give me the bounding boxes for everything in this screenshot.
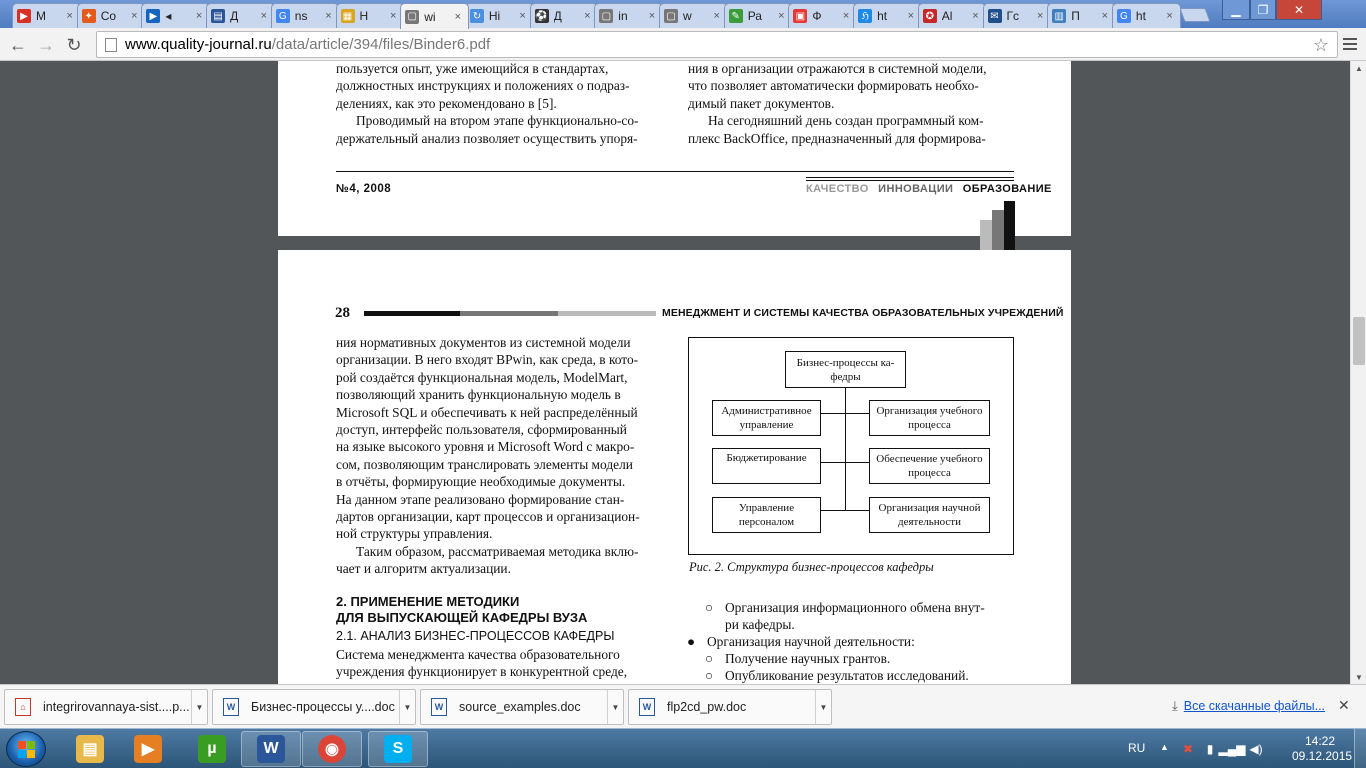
tab-close-icon[interactable]: × [1101,10,1109,22]
circle-bullet-icon: ○ [705,668,714,683]
signal-icon[interactable]: ▂▄▆ [1218,742,1246,756]
language-indicator[interactable]: RU [1128,741,1146,755]
text-line: что позволяет автоматически формировать необхо- [688,78,979,94]
tab-title: Д [230,9,239,23]
tab-title: Ф [812,9,822,23]
minimize-button[interactable]: ▁ [1222,0,1250,20]
tab-favicon-icon: G [276,9,290,23]
download-bar [0,684,1366,728]
text-line: должностных инструкциях и положениях о подраз- [336,78,630,94]
circle-bullet-icon: ○ [705,600,714,615]
circle-bullet-icon: ○ [705,651,714,666]
show-hidden-icons-icon[interactable]: ▲ [1160,742,1169,752]
header-bar-light [558,311,656,316]
text-line: Проводимый на втором этапе функционально-со- [356,113,639,129]
start-button[interactable] [6,731,46,767]
bullet-text: Опубликование результатов исследований. [725,668,969,683]
page-number: 28 [335,305,350,321]
word-file-icon: W [223,698,239,716]
page2-left-column-continued [336,646,661,681]
download-item[interactable] [628,689,832,725]
text-line: Таким образом, рассматриваемая методика вклю- [356,543,639,559]
bullet-text: ри кафедры. [725,617,795,632]
figure-connector [821,462,869,463]
tab-close-icon[interactable]: × [66,10,73,22]
download-filename: integrirovannaya-sist....p... [43,700,190,714]
figure-connector [821,510,869,511]
figure-trunk-line [845,388,846,511]
footer-rule [336,171,1014,172]
bullet-item [705,667,1015,684]
scroll-down-arrow-icon[interactable]: ▼ [1355,672,1363,682]
disc-bullet-icon: ● [687,634,696,649]
journal-keywords [806,183,1052,195]
scrollbar-thumb[interactable] [1353,317,1365,365]
tab-close-icon[interactable]: × [1036,10,1044,22]
footer-double-rule [806,177,1014,181]
tab-favicon-icon: ▦ [341,9,355,23]
header-bar-mid [460,311,558,316]
tab-favicon-icon: ▢ [664,9,678,23]
text-line: на языке высокого уровня и Microsoft Word с макро- [336,439,635,455]
tab-close-icon[interactable]: × [907,10,914,22]
network-error-icon[interactable]: ✖ [1182,742,1194,756]
all-downloads-link[interactable] [1172,698,1325,714]
pdf-page-2 [278,250,1071,684]
download-filename: source_examples.doc [459,700,581,714]
taskbar-app-media-player[interactable] [118,731,178,767]
pdf-page-1 [278,61,1071,236]
tab-close-icon[interactable]: × [972,10,979,22]
volume-icon[interactable]: ◀) [1249,742,1263,756]
tab-favicon-icon: ▶ [146,9,160,23]
browser-tab[interactable] [853,3,922,28]
text-line: ния в организации отражаются в системной модели, [688,61,987,76]
browser-tab[interactable] [141,3,210,28]
browser-tab[interactable] [659,3,728,28]
browser-tab[interactable] [530,3,599,28]
maximize-button[interactable]: ❐ [1250,0,1276,20]
taskbar-app-chrome[interactable] [302,731,362,767]
text-line: организации. В него входят BPwin, как среда, в кото- [336,352,639,368]
windows-taskbar [0,728,1366,768]
bullet-text: Организация информационного обмена внут- [725,600,985,615]
tab-favicon-icon: ✪ [923,9,937,23]
browser-tab[interactable] [12,3,81,28]
text-line: плекс BackOffice, предназначенный для формирова- [688,130,986,146]
all-downloads-label: Все скачанные файлы... [1183,699,1326,713]
chevron-down-icon[interactable]: ▼ [815,690,831,724]
subsection-heading: 2.1. АНАЛИЗ БИЗНЕС-ПРОЦЕССОВ КАФЕДРЫ [336,629,615,643]
page2-left-column [336,334,661,578]
tab-strip [0,0,1366,28]
browser-tab[interactable] [465,3,534,28]
download-item[interactable] [420,689,624,725]
figure-right-box: Организация научной деятельности [869,497,990,533]
figure-right-box: Обеспечение учебного процесса [869,448,990,484]
browser-tab[interactable] [271,3,340,28]
figure-left-box: Управление персоналом [712,497,821,533]
browser-toolbar [0,28,1366,61]
taskbar-app-utorrent[interactable] [182,731,242,767]
text-line: димый пакет документов. [688,95,835,111]
word-icon: W [257,735,285,763]
clock-date: 09.12.2015 [1292,749,1353,763]
pdf-viewer[interactable] [0,61,1350,684]
tab-title: Гс [1006,9,1019,23]
header-bar-dark [364,311,460,316]
chrome-icon: ◉ [318,735,346,763]
tab-close-icon[interactable]: × [260,10,267,22]
url-host: www.quality-journal.ru [125,36,272,53]
tab-close-icon[interactable]: × [454,10,462,23]
text-line: ной структуры управления. [336,526,493,542]
tab-close-icon[interactable]: × [842,10,850,22]
scroll-up-arrow-icon[interactable]: ▲ [1355,63,1363,73]
clock[interactable] [1292,734,1353,764]
browser-tab[interactable] [724,3,793,28]
text-line: На сегодняшний день создан программный ком- [708,113,984,129]
tab-close-icon[interactable]: × [389,10,397,22]
browser-tab[interactable] [1112,3,1181,28]
explorer-icon: ▤ [76,735,104,763]
figure-root-box: Бизнес-процессы ка- федры [785,351,906,388]
figure-right-box: Организация учебного процесса [869,400,990,436]
download-item[interactable] [212,689,416,725]
tab-favicon-icon: ▥ [1052,9,1066,23]
browser-tab[interactable] [918,3,987,28]
tab-close-icon[interactable]: × [131,10,138,22]
new-tab-button[interactable] [1179,8,1210,22]
text-line: держательный анализ позволяет осуществить упоря- [336,130,638,146]
text-line: в отчёты, формирующие необходимые документы. [336,474,626,490]
section-heading-line-2: ДЛЯ ВЫПУСКАЮЩЕЙ КАФЕДРЫ ВУЗА [336,610,588,625]
tab-close-icon[interactable]: × [325,10,332,22]
browser-tab[interactable] [788,3,857,28]
tab-favicon-icon: G [1117,9,1131,23]
tab-title: H [359,9,369,23]
figure-left-box: Бюджетирование [712,448,821,484]
windows-logo-icon [18,741,36,759]
figure-caption: Рис. 2. Структура бизнес-процессов кафедры [689,560,934,574]
tab-close-icon[interactable]: × [713,10,720,22]
taskbar-app-skype[interactable] [368,731,428,767]
tab-title: Hi [488,9,501,23]
tab-close-icon[interactable]: × [648,10,656,22]
tab-favicon-icon: ▤ [211,9,225,23]
tab-close-icon[interactable]: × [519,10,526,22]
show-desktop-button[interactable] [1354,729,1366,768]
page-icon [105,38,117,52]
page1-right-column [688,61,1013,147]
tab-favicon-icon: ↻ [470,9,484,23]
text-line: пользуется опыт, уже имеющийся в стандартах, [336,61,609,76]
figure-left-box: Административное управление [712,400,821,436]
browser-tab[interactable] [1047,3,1116,28]
taskbar-app-explorer[interactable] [60,731,120,767]
chevron-down-icon[interactable]: ▼ [607,690,623,724]
tab-title: wi [424,9,436,24]
figure-connector [821,413,869,414]
text-line: учреждения функционирует в конкурентной среде, [336,664,628,680]
tab-title: Al [941,9,953,23]
chevron-down-icon[interactable]: ▼ [399,690,415,724]
browser-tab[interactable] [77,3,146,28]
download-item[interactable] [4,689,208,725]
word-file-icon: W [431,698,447,716]
bookmark-star-icon[interactable]: ☆ [1312,35,1329,55]
keyword-education: ОБРАЗОВАНИЕ [962,183,1052,195]
text-line: рой создаётся функциональная модель, ModelMart, [336,369,628,385]
tab-favicon-icon: ✉ [988,9,1002,23]
tab-title: ns [294,9,308,23]
utorrent-icon: µ [198,735,226,763]
page1-left-column [336,61,661,147]
browser-tab[interactable] [206,3,275,28]
text-line: На данном этапе реализовано формирование стан- [336,491,625,507]
close-download-bar-icon[interactable]: ✕ [1338,697,1350,713]
text-line: чает и алгоритм актуализации. [336,561,511,577]
bullet-item [705,599,1015,616]
clock-time: 14:22 [1304,734,1336,748]
download-icon: ⤓ [1172,698,1178,713]
tab-favicon-icon: ✦ [82,9,96,23]
bullet-item [705,650,1015,667]
bullet-text: Организация научной деятельности: [707,634,915,649]
figure-frame [688,337,1014,555]
url-path: /data/article/394/files/Binder6.pdf [271,36,491,53]
taskbar-app-word[interactable] [241,731,301,767]
tab-title: w [683,9,692,23]
text-line: ния нормативных документов из системной модели [336,335,631,350]
tab-title: ht [1135,9,1146,23]
tab-title: M [36,9,46,23]
tab-close-icon[interactable]: × [778,10,785,22]
tab-favicon-icon: ▢ [599,9,613,23]
back-button[interactable]: ← [9,34,27,55]
tab-title: ◂ [165,9,172,23]
tab-close-icon[interactable]: × [1166,10,1173,22]
chevron-down-icon[interactable]: ▼ [191,690,207,724]
tab-favicon-icon: ✎ [729,9,743,23]
address-bar[interactable] [96,31,1338,58]
tab-favicon-icon: ▢ [405,10,419,24]
text-line: Microsoft SQL и обеспечивать к ней распределённый [336,404,638,420]
browser-tab[interactable] [400,3,469,29]
bullet-text: Получение научных грантов. [725,651,891,666]
browser-tab[interactable] [336,3,405,28]
battery-icon[interactable]: ▮ [1206,742,1214,756]
tab-favicon-icon: ℌ [858,9,872,23]
word-file-icon: W [639,698,655,716]
keyword-quality: КАЧЕСТВО [806,183,869,195]
tab-title: in [618,9,628,23]
browser-tab[interactable] [983,3,1052,28]
text-line: доступ, интерфейс пользователя, сформированный [336,422,627,438]
issue-number: №4, 2008 [336,183,392,195]
tab-title: ht [877,9,888,23]
menu-icon[interactable] [1340,34,1360,54]
reload-button[interactable]: ↻ [66,34,82,55]
vertical-scrollbar[interactable] [1350,61,1366,684]
text-line: сом, позволяющим транслировать элементы модели [336,456,633,472]
tab-favicon-icon: ▶ [17,9,31,23]
bullet-item-continued [725,616,1015,633]
close-window-button[interactable]: ✕ [1276,0,1322,20]
text-line: позволяющий хранить функциональную модель в [336,387,621,403]
skype-icon: S [384,735,412,763]
tab-favicon-icon: ⚽ [535,10,548,22]
tab-close-icon[interactable]: × [195,10,203,22]
tab-close-icon[interactable]: × [584,10,591,22]
keyword-innovation: ИННОВАЦИИ [878,183,954,195]
tab-title: Ра [747,9,762,23]
tab-title: Д [553,9,562,23]
forward-button[interactable]: → [37,34,55,55]
bullet-item [687,633,1015,650]
running-head: МЕНЕДЖМЕНТ И СИСТЕМЫ КАЧЕСТВА ОБРАЗОВАТЕЛЬНЫХ УЧРЕЖДЕНИЙ [662,307,1064,319]
text-line: делениях, как это рекомендовано в [5]. [336,95,557,111]
browser-tab[interactable] [594,3,663,28]
section-heading-line-1: 2. ПРИМЕНЕНИЕ МЕТОДИКИ [336,594,520,609]
text-line: Система менеджмента качества образовательного [336,647,620,662]
tab-title: Co [100,9,117,23]
media-player-icon: ▶ [134,735,162,763]
download-filename: flp2cd_pw.doc [667,700,747,714]
pdf-file-icon: ⌂ [15,698,31,716]
tab-favicon-icon: ▣ [793,9,807,23]
text-line: дартов организации, карт процессов и организацион- [336,509,640,525]
tab-title: П [1071,9,1080,23]
download-filename: Бизнес-процессы у....doc [251,700,395,714]
system-tray [1120,729,1366,768]
